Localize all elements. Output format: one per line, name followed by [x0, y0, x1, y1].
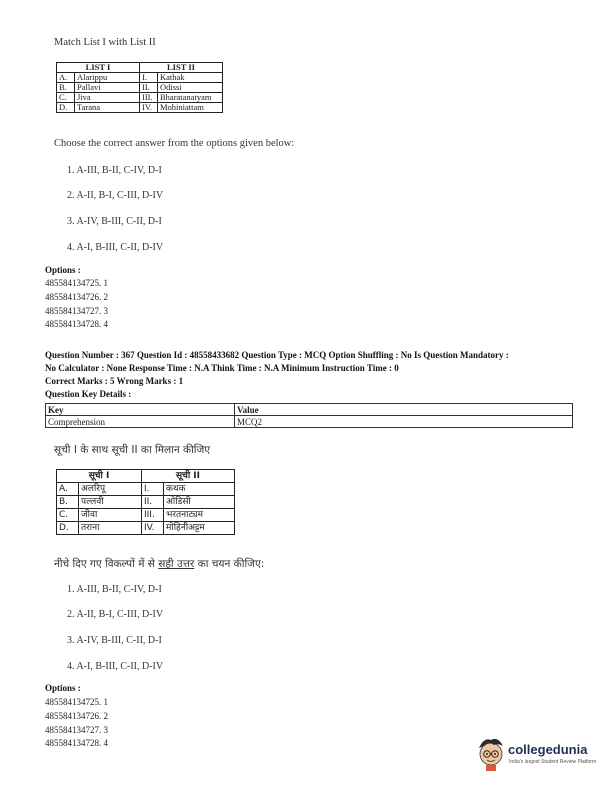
mascot-icon	[474, 734, 508, 774]
q1-choice-1: 1. A-III, B-II, C-IV, D-I	[67, 165, 162, 176]
table-row	[46, 416, 573, 428]
list-item: 485584134728. 4	[45, 319, 108, 330]
row-numeral: I.	[142, 483, 164, 496]
q2-stem: सूची I के साथ सूची II का मिलान कीजिए	[54, 444, 211, 456]
q1-choice-4: 4. A-I, B-III, C-II, D-IV	[67, 242, 164, 253]
row-numeral: II.	[142, 496, 164, 509]
brand-logo	[474, 734, 606, 776]
row-numeral: IV.	[142, 522, 164, 535]
q2-prompt-underlined: सही उत्तर	[158, 558, 195, 570]
q2-choice-3: 3. A-IV, B-III, C-II, D-I	[67, 635, 162, 646]
row-letter: C.	[57, 93, 75, 103]
table-row	[57, 509, 235, 522]
q1-match-table	[56, 62, 223, 113]
row-value: Pallavi	[75, 83, 140, 93]
list-item: 485584134725. 1	[45, 697, 108, 707]
table-row	[57, 73, 223, 83]
row-value: अलरिपू	[79, 483, 142, 496]
row-letter: A.	[57, 483, 79, 496]
q1-list1-header: LIST I	[57, 63, 140, 73]
q1-choice-3: 3. A-IV, B-III, C-II, D-I	[67, 216, 162, 227]
row-value: पल्लवी	[79, 496, 142, 509]
row-value: Odissi	[158, 83, 223, 93]
row-value: Alarippu	[75, 73, 140, 83]
brand-name: collegedunia	[508, 742, 588, 757]
row-letter: D.	[57, 103, 75, 113]
row-value: Bharatanatyam	[158, 93, 223, 103]
q2-meta-line-1: Question Number : 367 Question Id : 48558433682 Question Type : MCQ Option Shuffling : No Is Question Mandatory :	[45, 350, 509, 360]
list-item: 485584134728. 4	[45, 738, 108, 749]
row-numeral: I.	[140, 73, 158, 83]
row-value: जीवा	[79, 509, 142, 522]
table-row	[57, 93, 223, 103]
list-item: 485584134727. 3	[45, 305, 108, 316]
q1-choice-2: 2. A-II, B-I, C-III, D-IV	[67, 190, 164, 201]
q2-prompt-post: का चयन कीजिए:	[194, 558, 265, 570]
row-letter: C.	[57, 509, 79, 522]
row-value: तराना	[79, 522, 142, 535]
table-row	[57, 496, 235, 509]
row-value: Mohiniattam	[158, 103, 223, 113]
q2-marks: Correct Marks : 5 Wrong Marks : 1	[45, 376, 184, 386]
table-row	[57, 103, 223, 113]
q2-choice-2: 2. A-II, B-I, C-III, D-IV	[67, 609, 164, 620]
row-value: भरतनाट्यम	[164, 509, 235, 522]
row-letter: B.	[57, 496, 79, 509]
q1-prompt: Choose the correct answer from the options given below:	[54, 138, 295, 149]
brand-tagline: India's largest Student Review Platform	[509, 759, 597, 765]
q2-list2-header: सूची II	[142, 470, 235, 483]
row-letter: B.	[57, 83, 75, 93]
row-numeral: III.	[142, 509, 164, 522]
q1-list2-header: LIST II	[140, 63, 223, 73]
q2-option-id-list	[45, 696, 108, 751]
row-numeral: III.	[140, 93, 158, 103]
q2-prompt-pre: नीचे दिए गए विकल्पों में से	[54, 558, 159, 570]
q2-options-label: Options :	[45, 683, 81, 693]
q1-stem: Match List I with List II	[54, 37, 156, 48]
q2-list1-header: सूची I	[57, 470, 142, 483]
q1-option-id-list	[45, 277, 108, 332]
row-numeral: II.	[140, 83, 158, 93]
list-item: 485584134725. 1	[45, 278, 108, 288]
row-value: ओडिसी	[164, 496, 235, 509]
row-value: Tarana	[75, 103, 140, 113]
row-letter: A.	[57, 73, 75, 83]
value-header: Value	[235, 404, 573, 416]
table-row	[57, 522, 235, 535]
q2-choice-1: 1. A-III, B-II, C-IV, D-I	[67, 584, 162, 595]
q2-meta-line-2: No Calculator : None Response Time : N.A Think Time : N.A Minimum Instruction Time : 0	[45, 363, 399, 373]
row-numeral: IV.	[140, 103, 158, 113]
row-value: मोहिनीअट्टम	[164, 522, 235, 535]
key-cell: Comprehension	[46, 416, 235, 428]
q1-options-label: Options :	[45, 265, 81, 275]
table-row	[57, 483, 235, 496]
row-value: Jiva	[75, 93, 140, 103]
key-header: Key	[46, 404, 235, 416]
row-letter: D.	[57, 522, 79, 535]
value-cell: MCQ2	[235, 416, 573, 428]
q2-key-details-label: Question Key Details :	[45, 389, 132, 399]
q2-choice-4: 4. A-I, B-III, C-II, D-IV	[67, 661, 164, 672]
list-item: 485584134726. 2	[45, 291, 108, 302]
q2-prompt	[54, 557, 264, 571]
list-item: 485584134727. 3	[45, 724, 108, 735]
list-item: 485584134726. 2	[45, 710, 108, 721]
q2-match-table	[56, 469, 235, 535]
table-row	[57, 83, 223, 93]
row-value: Kathak	[158, 73, 223, 83]
row-value: कथक	[164, 483, 235, 496]
q2-meta	[45, 349, 585, 401]
q2-key-table	[45, 403, 573, 428]
